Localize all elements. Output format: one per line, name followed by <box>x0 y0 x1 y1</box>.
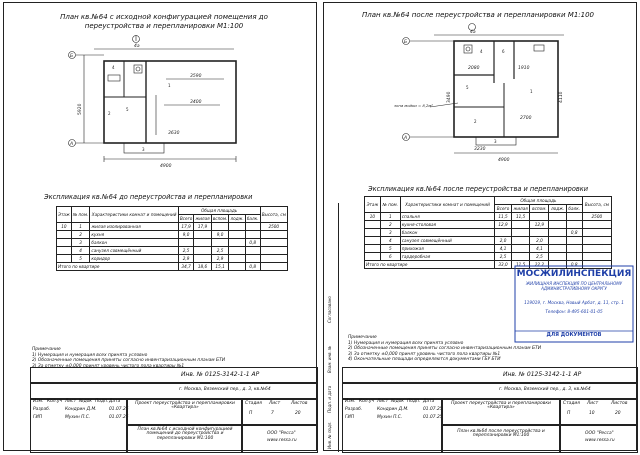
site: www.ressa.ru <box>267 438 297 443</box>
doc-code: Инв. № 0125-3142-1-1 АР <box>503 371 582 378</box>
axis-label: Б <box>404 40 408 45</box>
zone-note: зона мойки = 8,2м² <box>394 103 433 108</box>
room-num: 4 <box>480 49 483 54</box>
room-num: 5 <box>126 107 129 112</box>
room-num: 6 <box>502 49 505 54</box>
col-header: № пом. <box>380 197 400 213</box>
table-row: 4 санузел совмещённый 2,5 2,5 <box>57 247 288 255</box>
sheet-title: План кв.№64 с исходной конфигурацией помещений до переустройства и перепланировки М1:100 <box>137 427 233 441</box>
address: г. Москва, Вяземский пер., д. 3, кв.№64 <box>179 387 271 392</box>
col-header: Общая площадь <box>178 207 260 215</box>
org: ООО "Ресса" <box>585 431 614 436</box>
seal-org: МОСЖИЛИНСПЕКЦИЯ <box>516 269 632 279</box>
table-row: 10 1 жилая изолированная 17,9 17,9 2500 <box>57 223 288 231</box>
sheet-title: План кв.№64 после переустройства и перепланировки М1:100 <box>457 429 545 439</box>
room-num: 2 <box>474 119 477 124</box>
title-block: Инв. № 0125-3142-1-1 АР г. Москва, Вяземский пер., д. 3, кв.№64 Изм. Кол.уч Лист №док Подп. Дата Разраб. Кондрин Д.М. 01.07.25 ГИП Мухин П.С. 01.07.25 Проект переустройства и перепланировки «Квартира» План кв.№64 после переустройства и перепланировки М1:100 Стадия Лист Листов П 10 20 ООО "Ресса" www.ressa.ru <box>342 367 638 453</box>
room-num: 2 <box>108 111 111 116</box>
side-strip: Согласовано Взам. инв. № Подп. и дата Инв. № подл. <box>324 203 339 452</box>
room-num: 5 <box>466 85 469 90</box>
axis-label: А <box>70 142 74 147</box>
table-row: 2 кухня 9,0 9,0 <box>57 231 288 239</box>
table-row: 3 балкон 0,8 <box>57 239 288 247</box>
doc-code: Инв. № 0125-3142-1-1 АР <box>181 371 260 378</box>
gip-label: ГИП <box>345 415 355 420</box>
col-header: Всего <box>495 205 512 213</box>
dim: 3630 <box>168 131 180 136</box>
dim: 5920 <box>78 103 83 115</box>
dim: 3230 <box>474 147 486 152</box>
dim: 3590 <box>190 74 202 79</box>
col-header: Высота, см <box>260 207 287 223</box>
room-num: 3 <box>142 147 145 152</box>
col-header: балк. <box>246 216 259 221</box>
dev-label: Разраб. <box>33 407 51 412</box>
room-num: 4 <box>112 65 115 70</box>
table-row: 5 прихожая 4,1 4,1 <box>365 245 612 253</box>
col-header: № пом. <box>71 207 90 223</box>
axis-label: 4а <box>134 44 140 49</box>
col-header: Характеристики комнат и помещений <box>400 197 494 213</box>
table-row-total: Итого по квартире 33,0 11,5 22,2 0,8 <box>365 261 612 269</box>
notes: Примечание 1) Нумерация и нумерация всех принята условно 2) Обозначенные помещения приняты согласно инвентаризационным планам БТИ 3) За отметку ±0,000 принят уровень чистого пола квартиры №1 4) Окончательные площади определяются документами ГБУ БТИ <box>348 335 541 362</box>
explication-table <box>364 196 612 269</box>
explication-title: Экспликация кв.№64 после переустройства и перепланировки <box>368 185 589 193</box>
col-header: лодж. <box>549 205 566 213</box>
axis-label: А <box>404 136 408 141</box>
address: г. Москва, Вяземский пер., д. 3, кв.№64 <box>499 387 591 392</box>
table-row: 5 коридор 2,9 2,9 <box>57 255 288 263</box>
plan-title: План кв.№64 после переустройства и перепланировки М1:100 <box>361 11 595 19</box>
table-row: 3 балкон 0,8 <box>365 229 612 237</box>
seal-addr: 119019, г. Москва, Новый Арбат, д. 11, стр. 1 <box>524 300 624 305</box>
axis-label: 4а <box>470 30 476 35</box>
explication-title: Экспликация кв.№64 до переустройства и перепланировки <box>44 193 253 201</box>
col-header: Этаж <box>365 197 381 213</box>
floor-plan-before <box>64 35 264 171</box>
dim: 1910 <box>518 66 530 71</box>
approval-stamp <box>514 265 634 343</box>
sheet-after <box>323 2 637 451</box>
table-row: 4 санузел совмещённый 2,0 2,0 <box>365 237 612 245</box>
dev-name: Кондрин Д.М. <box>65 407 97 412</box>
seal-foot: ДЛЯ ДОКУМЕНТОВ <box>546 332 602 338</box>
col-header: Всего <box>179 216 193 221</box>
room-num: 3 <box>494 139 497 144</box>
table-row: 10 1 спальня 11,5 11,5 2500 <box>365 213 612 221</box>
col-header: Общая площадь <box>495 197 582 205</box>
room-num: 1 <box>168 83 171 88</box>
col-header: лодж. <box>230 216 244 221</box>
gip-label: ГИП <box>33 415 43 420</box>
col-header: Характеристики комнат и помещений <box>90 207 178 223</box>
col-header: жилая <box>195 216 210 221</box>
table-row-total: Итого по квартире 34,7 18,6 15,1 0,8 <box>57 263 288 271</box>
notes: Примечание 1) Нумерация и нумерация всех принята условно 2) Обозначенные помещения приняты согласно инвентаризационным планам БТИ 3) За отметку ±0,000 принят уровень чистого пола квартиры №1 <box>32 347 225 369</box>
title-block: Инв. № 0125-3142-1-1 АР г. Москва, Вяземский пер., д. 3, кв.№64 Изм. Кол.уч Лист №док Подп. Дата Разраб. Кондрин Д.М. 01.07.25 ГИП Мухин П.С. 01.07.25 Проект переустройства и перепланировки «Квартира» План кв.№64 с исходной конфигурацией помещений до переустройства и перепланировки М1:100 Стадия Лист Листов П 7 20 ООО "Ресса" www.ressa.ru <box>30 367 318 453</box>
dim: 4900 <box>498 158 510 163</box>
col-header: жилая <box>511 205 530 213</box>
explication-table <box>56 206 288 271</box>
seal-sub: ЖИЛИЩНАЯ ИНСПЕКЦИЯ ПО ЦЕНТРАЛЬНОМУ АДМИНИСТРАТИВНОМУ ОКРУГУ <box>525 281 623 291</box>
seal-tel: Телефон: 8-495-601-01-05 <box>545 309 603 314</box>
floor-plan-after <box>394 23 594 167</box>
col-header: Высота, см <box>582 197 611 213</box>
table-row: 6 гардеробная 2,5 2,5 <box>365 253 612 261</box>
dev-name: Кондрин Д.М. <box>377 407 409 412</box>
table-row: 2 кухня-столовая 12,9 12,9 <box>365 221 612 229</box>
col-header: вспом. <box>530 205 549 213</box>
gip-name: Мухин П.С. <box>377 415 403 420</box>
dim: 3400 <box>190 100 202 105</box>
dim: 4900 <box>160 164 172 169</box>
dim: 3490 <box>447 91 452 103</box>
dev-label: Разраб. <box>345 407 363 412</box>
org: ООО "Ресса" <box>267 431 296 436</box>
project-name: Проект переустройства и перепланировки «Квартира» <box>451 401 551 411</box>
sheet-before <box>3 2 317 451</box>
dim: 2700 <box>520 116 532 121</box>
dim: 4110 <box>559 91 564 103</box>
dim: 2080 <box>468 66 480 71</box>
project-name: Проект переустройства и перепланировки «Квартира» <box>135 401 235 411</box>
col-header: вспом. <box>212 216 228 221</box>
room-num: 1 <box>530 89 533 94</box>
site: www.ressa.ru <box>585 438 615 443</box>
col-header: балк. <box>566 205 582 213</box>
axis-label: Б <box>70 54 74 59</box>
gip-name: Мухин П.С. <box>65 415 91 420</box>
plan-title: План кв.№64 с исходной конфигурацией помещения до переустройства и перепланировки М1:100 <box>60 13 268 30</box>
col-header: Этаж <box>57 207 72 223</box>
